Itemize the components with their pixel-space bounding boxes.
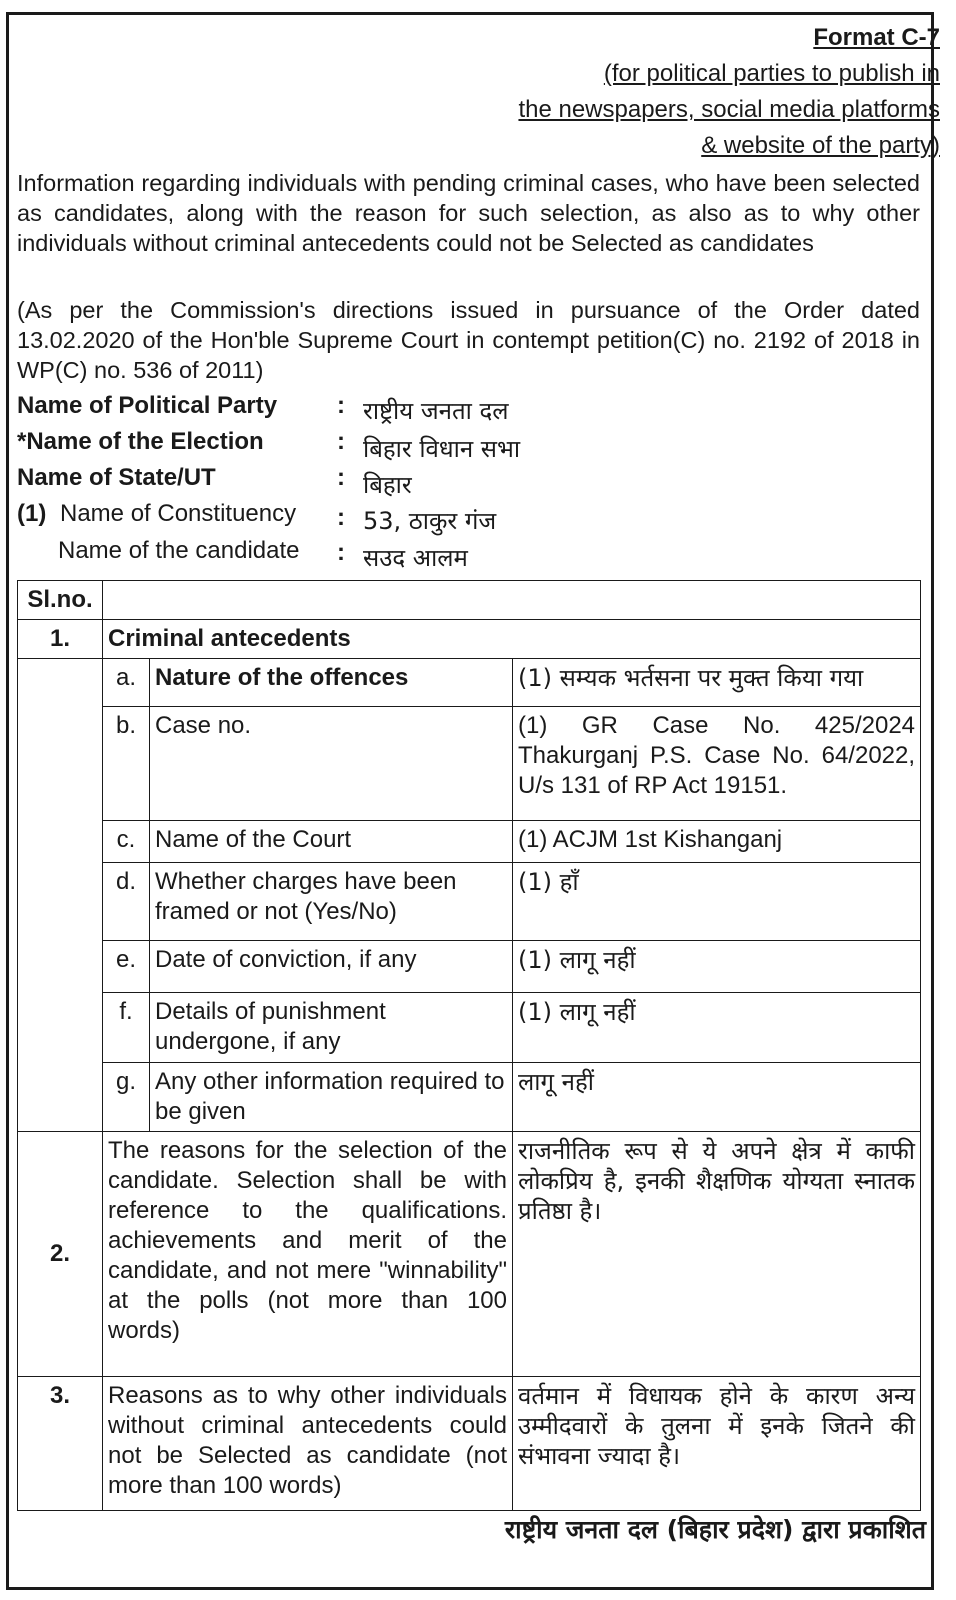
item-letter: c. <box>103 821 150 863</box>
table-row <box>18 863 921 941</box>
row-number-empty <box>18 659 103 1132</box>
row-number: 1. <box>18 620 103 659</box>
table-row <box>18 1132 921 1377</box>
item-label: Nature of the offences <box>150 659 513 707</box>
criminal-antecedents-table <box>17 580 921 1511</box>
table-header-row <box>18 581 921 620</box>
item-letter: e. <box>103 941 150 993</box>
election-colon: : <box>337 428 345 455</box>
candidate-label: Name of the candidate <box>58 537 300 564</box>
table-row <box>18 993 921 1063</box>
item-label: Name of the Court <box>150 821 513 863</box>
election-label: *Name of the Election <box>17 428 264 455</box>
header-empty-cell <box>103 581 921 620</box>
table-row <box>18 707 921 821</box>
item-value: (1) ACJM 1st Kishanganj <box>513 821 921 863</box>
intro-paragraph: Information regarding individuals with pending criminal cases, who have been selected as candidates, along with the reason for such selection, as also as to why other individuals without criminal antecedents could not be Selected as candidates <box>17 170 920 256</box>
item-letter: b. <box>103 707 150 821</box>
row-number: 3. <box>18 1377 103 1511</box>
row-number: 2. <box>18 1132 103 1377</box>
table-row <box>18 659 921 707</box>
format-subtitle-line-2: the newspapers, social media platforms <box>518 96 940 123</box>
candidate-value: सउद आलम <box>363 544 468 572</box>
other-individuals-reasons-label: Reasons as to why other individuals without criminal antecedents could not be Selected as candidate (not more than 100 words) <box>103 1377 513 1511</box>
item-letter: f. <box>103 993 150 1063</box>
item-label: Any other information required to be given <box>150 1063 513 1132</box>
table-row <box>18 1377 921 1511</box>
criminal-antecedents-title: Criminal antecedents <box>103 620 921 659</box>
item-value: (1) GR Case No. 425/2024 Thakurganj P.S. Case No. 64/2022, U/s 131 of RP Act 19151. <box>513 707 921 821</box>
table-row <box>18 1063 921 1132</box>
election-value: बिहार विधान सभा <box>363 435 521 463</box>
selection-reasons-value: राजनीतिक रूप से ये अपने क्षेत्र में काफी लोकप्रिय है, इनकी शैक्षणिक योग्यता स्नातक प्रतिष्ठा है। <box>513 1132 921 1377</box>
item-label: Whether charges have been framed or not (Yes/No) <box>150 863 513 941</box>
item-letter: a. <box>103 659 150 707</box>
commission-directions-paragraph: (As per the Commission's directions issued in pursuance of the Order dated 13.02.2020 of the Hon'ble Supreme Court in contempt petition(C) no. 2192 of 2018 in WP(C) no. 536 of 2011) <box>17 297 920 383</box>
constituency-label: Name of Constituency <box>60 500 297 527</box>
item-label: Details of punishment undergone, if any <box>150 993 513 1063</box>
item-label: Date of conviction, if any <box>150 941 513 993</box>
candidate-colon: : <box>337 539 345 566</box>
item-value: लागू नहीं <box>513 1063 921 1132</box>
other-individuals-reasons-value: वर्तमान में विधायक होने के कारण अन्य उम्मीदवारों के तुलना में इनके जितने की संभावना ज्यादा है। <box>513 1377 921 1511</box>
item-letter: g. <box>103 1063 150 1132</box>
party-colon: : <box>337 392 345 419</box>
table-row <box>18 941 921 993</box>
constituency-value: 53, ठाकुर गंज <box>363 507 497 535</box>
item-letter: d. <box>103 863 150 941</box>
state-colon: : <box>337 464 345 491</box>
table-row <box>18 620 921 659</box>
item-value: (1) हाँ <box>513 863 921 941</box>
format-title: Format C-7 <box>813 24 940 51</box>
format-subtitle-line-1: (for political parties to publish in <box>603 60 940 87</box>
party-label: Name of Political Party <box>17 392 278 419</box>
state-value: बिहार <box>363 471 412 499</box>
item-value: (1) लागू नहीं <box>513 993 921 1063</box>
item-value: (1) लागू नहीं <box>513 941 921 993</box>
item-label: Case no. <box>150 707 513 821</box>
slno-header: Sl.no. <box>18 581 103 620</box>
item-value: (1) सम्यक भर्तसना पर मुक्त किया गया <box>513 659 921 707</box>
selection-reasons-label: The reasons for the selection of the candidate. Selection shall be with reference to the qualifications. achievements and merit of the candidate, and not mere "winnability" at the polls (not more than 100 words) <box>103 1132 513 1377</box>
table-row <box>18 821 921 863</box>
state-label: Name of State/UT <box>17 464 216 491</box>
party-value: राष्ट्रीय जनता दल <box>363 397 509 425</box>
format-subtitle-line-3: & website of the party) <box>701 132 940 159</box>
constituency-colon: : <box>337 504 345 531</box>
publisher-footer: राष्ट्रीय जनता दल (बिहार प्रदेश) द्वारा प्रकाशित <box>504 1515 926 1544</box>
constituency-number: (1) <box>17 500 47 527</box>
